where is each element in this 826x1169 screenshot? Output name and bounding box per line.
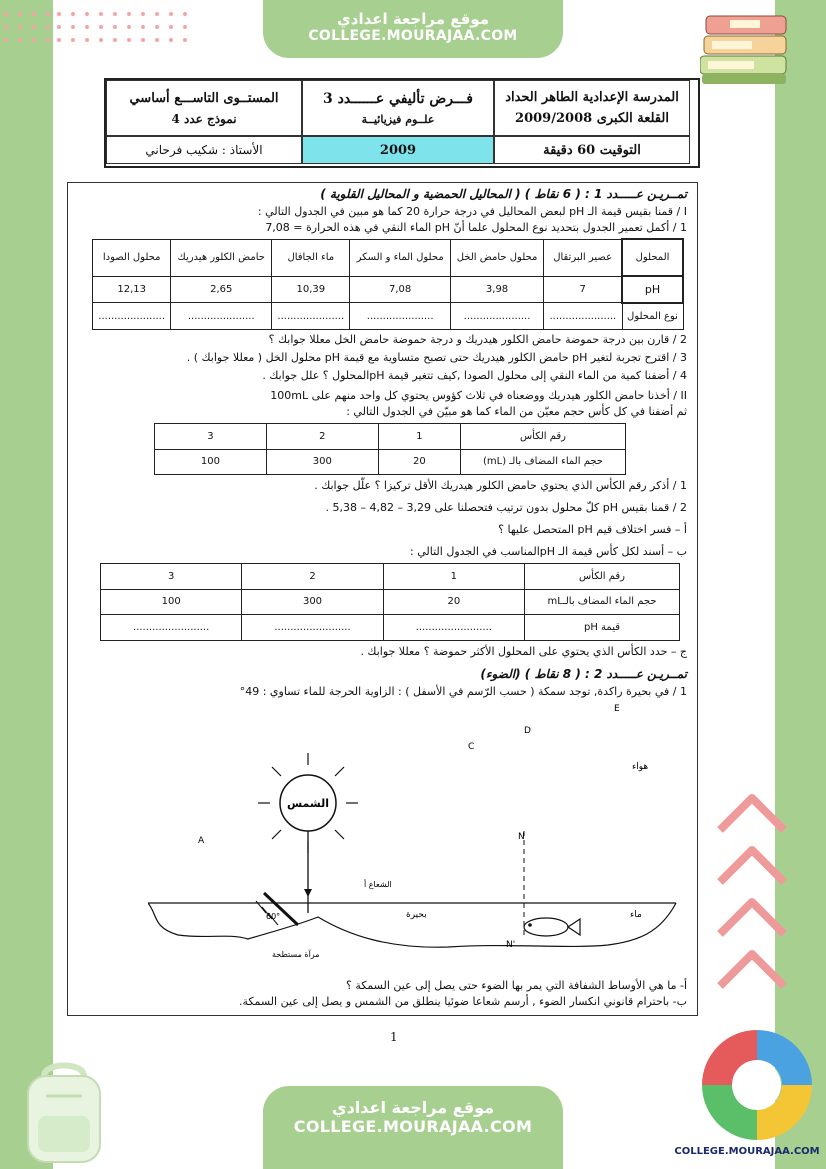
site-name: موقع مراجعة اعدادي	[337, 10, 489, 28]
table-cell: 12,13	[93, 276, 171, 303]
label-D: D	[524, 726, 531, 736]
label-ray: الشعاع أ	[364, 880, 392, 889]
table-cell: 100	[101, 589, 242, 615]
table-cell: 7	[544, 276, 622, 303]
ex2-question-a: أ- ما هي الأوساط الشفافة التي يمر بها الضوء حتى يصل إلى عين السمكة ؟	[346, 979, 687, 992]
table-cell: 3	[155, 424, 267, 450]
answer-blank[interactable]: ........................	[101, 615, 242, 641]
row-label: رقم الكأس	[525, 564, 680, 590]
answer-blank[interactable]: .....................	[544, 303, 622, 330]
table-cell: 1	[378, 424, 460, 450]
label-E: E	[614, 704, 620, 714]
ex1-part2-intro: II / أخذنا حامض الكلور هيدريك ووضعناه في ثلاث كؤوس يحتوي كل واحد منهم على 100mL	[270, 389, 687, 402]
label-A: A	[198, 836, 205, 846]
school-name: المدرسة الإعدادية الطاهر الحداد	[505, 90, 679, 105]
label-air: هواء	[632, 762, 649, 772]
ex2-question-1: 1 / في بحيرة راكدة, توجد سمكة ( حسب الرّسم في الأسفل ) : الزاوية الحرجة للماء تساوي : 49°	[239, 685, 687, 698]
exam-title: فـــرض تأليفي عــــــدد 3	[323, 90, 473, 107]
backpack-icon	[14, 1056, 114, 1166]
site-name-bottom: موقع مراجعة اعدادي	[331, 1098, 495, 1117]
site-url-bottom: COLLEGE.MOURAJAA.COM	[293, 1117, 533, 1136]
ex1-part2-intro-2: ثم أضفنا في كل كأس حجم معيّن من الماء كما هو مبيّن في الجدول التالي :	[346, 405, 687, 418]
ex1-question-3: 3 / اقترح تجربة لتغير pH حامض الكلور هيدريك حتى تصبح متساوية مع قيمة pH محلول الخل ( معللا جوابك ) .	[186, 351, 687, 364]
table-cell: 3,98	[450, 276, 543, 303]
label-C: C	[468, 742, 475, 752]
table-header: حامض الكلور هيدريك	[171, 239, 272, 276]
row-label: حجم الماء المضاف بالـ (mL)	[461, 449, 626, 475]
row-label: قيمة pH	[525, 615, 680, 641]
model-number: نموذج عدد 4	[171, 111, 237, 126]
title-cell	[302, 80, 494, 136]
decorative-dots-top	[57, 12, 257, 52]
fish-drawing	[524, 918, 580, 936]
logo-url[interactable]: COLLEGE.MOURAJAA.COM	[674, 1146, 820, 1157]
ex1-question-5: 1 / أذكر رقم الكأس الذي يحتوي حامض الكلور هيدريك الأقل تركيزا ؟ علّل جوابك .	[314, 479, 687, 492]
ex1-question-7: أ – فسر اختلاف قيم pH المتحصل عليها ؟	[498, 523, 687, 536]
cups-table	[154, 423, 626, 475]
row-label: رقم الكأس	[461, 424, 626, 450]
table-cell: 100	[155, 449, 267, 475]
duration: التوقيت 60 دقيقة	[543, 142, 641, 158]
ph-table	[92, 238, 684, 330]
answer-blank[interactable]: ........................	[383, 615, 524, 641]
answer-blank[interactable]: .....................	[272, 303, 350, 330]
optics-diagram	[148, 703, 688, 965]
table-header: ماء الجافال	[272, 239, 350, 276]
table-cell: 10,39	[272, 276, 350, 303]
label-N: N	[518, 832, 525, 842]
site-banner-bottom[interactable]	[263, 1086, 563, 1169]
table-header: محلول الماء و السكر	[350, 239, 450, 276]
teacher-cell	[106, 136, 302, 164]
left-border	[0, 0, 53, 1169]
answer-blank[interactable]: .....................	[93, 303, 171, 330]
books-illustration	[700, 12, 792, 92]
answer-blank[interactable]: .....................	[350, 303, 450, 330]
table-cell: 20	[383, 589, 524, 615]
table-cell: 2	[266, 424, 378, 450]
site-url: COLLEGE.MOURAJAA.COM	[308, 28, 518, 44]
label-mirror: مرآة مستطحة	[272, 950, 320, 959]
answer-blank[interactable]: .....................	[171, 303, 272, 330]
ex1-question-4: 4 / أضفنا كمية من الماء النقي إلى محلول الصودا ,كيف تتغير قيمة pHالمحلول ؟ علل جوابك .	[262, 369, 687, 382]
row-label-type: نوع المحلول	[622, 303, 683, 330]
level-cell	[106, 80, 302, 136]
table-header: محلول الصودا	[93, 239, 171, 276]
exercise1-title: تمــريـن عـــــدد 1 : ( 6 نقاط ) ( المحاليل الحمضية و المحاليل القلوية )	[320, 187, 687, 201]
table-header: عصير البرتقال	[544, 239, 622, 276]
subject: علــوم فيزيائيــة	[361, 112, 435, 126]
ex1-intro: I / قمنا بقيس قيمة الـ pH لبعض المحاليل في درجة حرارة 20 كما هو مبين في الجدول التالي :	[257, 205, 687, 218]
teacher: الأستاذ : شكيب فرحاني	[145, 143, 263, 157]
table-cell: 20	[378, 449, 460, 475]
site-logo-icon	[696, 1024, 818, 1146]
ex2-question-b: ب- باحترام قانوني انكسار الضوء , أرسم شعاعا ضوئيا ينطلق من الشمس و يصل إلى عين السمكة.	[239, 995, 687, 1008]
ph-assignment-table	[100, 563, 680, 641]
table-header: محلول حامض الخل	[450, 239, 543, 276]
school-year: القلعة الكبرى 2009/2008	[515, 111, 669, 126]
site-banner-top[interactable]	[263, 0, 563, 58]
exam-body	[67, 182, 698, 1016]
answer-blank[interactable]: ........................	[242, 615, 383, 641]
label-sun: الشمس	[286, 797, 330, 810]
table-cell: 300	[266, 449, 378, 475]
ex1-question-6: 2 / قمنا بقيس pH كلّ محلول بدون ترتيب فتحصلنا على 3,29 – 4,82 – 5,38 .	[325, 501, 687, 514]
exercise2-title: تمــريـن عـــــدد 2 : ( 8 نقاط ) (الضوء)	[480, 667, 687, 681]
label-N-prime: N'	[506, 940, 516, 950]
row-label: حجم الماء المضاف بالـmL	[525, 589, 680, 615]
table-header: المحلول	[622, 239, 683, 276]
label-water: ماء	[630, 910, 642, 920]
ex1-question-9: ج – حدد الكأس الذي يحتوي على المحلول الأكثر حموضة ؟ معللا جوابك .	[360, 645, 687, 658]
table-cell: 300	[242, 589, 383, 615]
year: 2009	[379, 142, 417, 158]
answer-blank[interactable]: .....................	[450, 303, 543, 330]
table-cell: 2	[242, 564, 383, 590]
page-number: 1	[390, 1030, 398, 1044]
ex1-question-2: 2 / قارن بين درجة حموضة حامض الكلور هيدريك و درجة حموضة حامض الخل معللا جوابك ؟	[268, 333, 687, 346]
ex1-question-8: ب – أسند لكل كأس قيمة الـ pHالمناسب في الجدول التالي :	[410, 545, 687, 558]
table-cell: 7,08	[350, 276, 450, 303]
level: المستــوى التاســـع أساسي	[129, 90, 279, 106]
ex1-question-1: 1 / أكمل تعمير الجدول بتحديد نوع المحلول علما أنّ pH الماء النقي في هذه الحرارة = 7,08	[265, 221, 687, 234]
table-cell: 2,65	[171, 276, 272, 303]
year-cell	[302, 136, 494, 164]
label-lake: بحيرة	[406, 910, 427, 920]
exam-header	[104, 78, 700, 168]
table-cell: 1	[383, 564, 524, 590]
label-angle: 60°	[266, 912, 281, 921]
chevron-decoration	[712, 790, 792, 1040]
school-cell	[494, 80, 690, 136]
table-cell: 3	[101, 564, 242, 590]
duration-cell	[494, 136, 690, 164]
row-label-ph: pH	[622, 276, 683, 303]
